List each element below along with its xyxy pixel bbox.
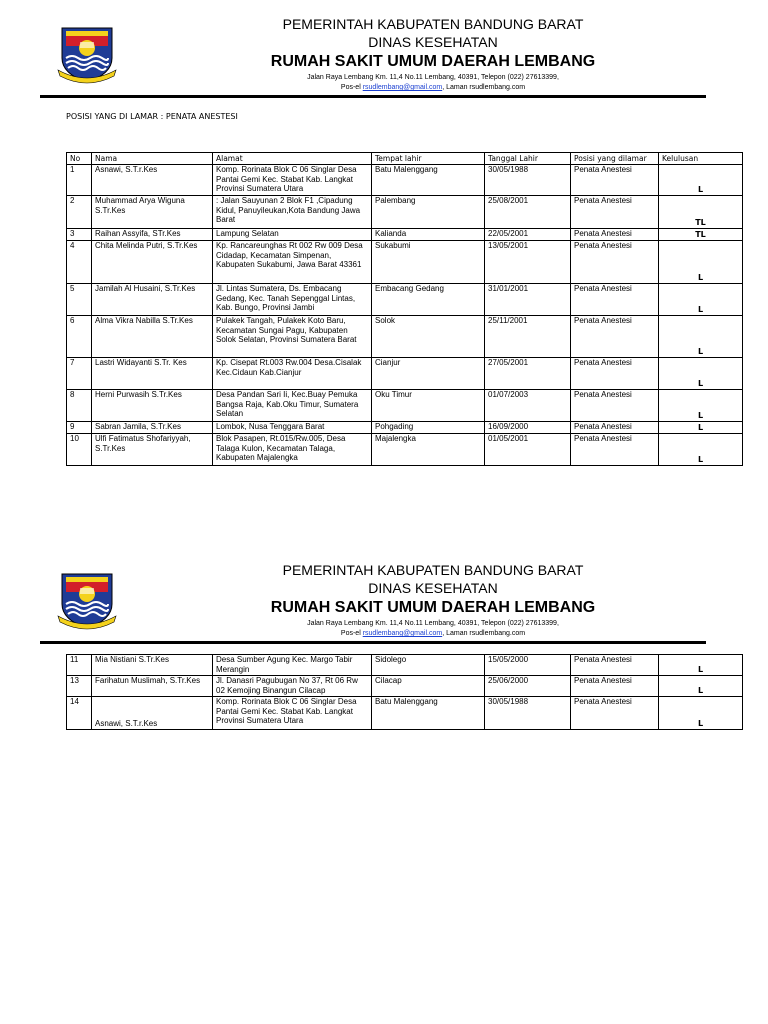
cell-position: Penata Anestesi: [571, 229, 659, 241]
cell-name: Raihan Assyifa, STr.Kes: [92, 229, 213, 241]
cell-birthplace: Batu Malenggang: [372, 165, 485, 196]
table-row: [67, 655, 743, 676]
cell-address: Kp. Cisepat Rt.003 Rw.004 Desa.Cisalak Kec.Cidaun Kab.Cianjur: [213, 358, 372, 390]
cell-result: TL: [659, 196, 743, 229]
cell-birthdate: 16/09/2000: [485, 422, 571, 434]
cell-position: Penata Anestesi: [571, 165, 659, 196]
table-row: [67, 390, 743, 422]
hospital-address: Jalan Raya Lembang Km. 11,4 No.11 Lembang, 40391, Telepon (022) 27613399,: [307, 74, 559, 81]
table-row: [67, 284, 743, 316]
header-birthdate: Tanggal Lahir: [485, 153, 571, 165]
cell-no: 13: [67, 676, 92, 697]
cell-position: Penata Anestesi: [571, 196, 659, 229]
cell-no: 5: [67, 284, 92, 316]
cell-name: Jamilah Al Husaini, S.Tr.Kes: [92, 284, 213, 316]
cell-birthdate: 15/05/2000: [485, 655, 571, 676]
letterhead: [40, 10, 706, 102]
website-text: , Laman rsudlembang.com: [442, 84, 526, 91]
cell-no: 14: [67, 697, 92, 730]
cell-birthdate: 01/05/2001: [485, 434, 571, 466]
cell-result: L: [659, 390, 743, 422]
cell-address: Jl. Danasri Pagubugan No 37, Rt 06 Rw 02 Kemojing Binangun Cilacap: [213, 676, 372, 697]
cell-result: L: [659, 422, 743, 434]
cell-position: Penata Anestesi: [571, 316, 659, 358]
department-name: DINAS KESEHATAN: [368, 580, 498, 596]
cell-name: Mia Nistiani S.Tr.Kes: [92, 655, 213, 676]
cell-position: Penata Anestesi: [571, 241, 659, 284]
cell-name: Farihatun Muslimah, S.Tr.Kes: [92, 676, 213, 697]
header-name: Nama: [92, 153, 213, 165]
table-row: [67, 241, 743, 284]
header-address: Alamat: [213, 153, 372, 165]
cell-birthdate: 30/05/1988: [485, 697, 571, 730]
cell-position: Penata Anestesi: [571, 697, 659, 730]
cell-result: L: [659, 676, 743, 697]
cell-position: Penata Anestesi: [571, 284, 659, 316]
cell-birthplace: Solok: [372, 316, 485, 358]
cell-no: 11: [67, 655, 92, 676]
cell-position: Penata Anestesi: [571, 676, 659, 697]
hospital-contact: [190, 83, 676, 93]
cell-result: TL: [659, 229, 743, 241]
cell-no: 3: [67, 229, 92, 241]
cell-birthdate: 25/08/2001: [485, 196, 571, 229]
letterhead-rule: [40, 641, 706, 644]
cell-address: Komp. Rorinata Blok C 06 Singlar Desa Pantai Gemi Kec. Stabat Kab. Langkat Provinsi Sumatera Utara: [213, 165, 372, 196]
cell-no: 2: [67, 196, 92, 229]
cell-address: Lombok, Nusa Tenggara Barat: [213, 422, 372, 434]
applicant-table-continued: [66, 654, 743, 730]
cell-result: L: [659, 655, 743, 676]
government-name: PEMERINTAH KABUPATEN BANDUNG BARAT: [282, 562, 584, 578]
cell-result: L: [659, 165, 743, 196]
cell-birthplace: Batu Malenggang: [372, 697, 485, 730]
website-text: , Laman rsudlembang.com: [442, 630, 526, 637]
cell-name: Lastri Widayanti S.Tr. Kes: [92, 358, 213, 390]
cell-no: 8: [67, 390, 92, 422]
cell-result: L: [659, 358, 743, 390]
cell-name: Asnawi, S.T.r.Kes: [92, 165, 213, 196]
table-row: [67, 697, 743, 730]
header-no: No: [67, 153, 92, 165]
applicant-table: [66, 152, 743, 466]
cell-birthplace: Kalianda: [372, 229, 485, 241]
cell-no: 9: [67, 422, 92, 434]
cell-birthplace: Pohgading: [372, 422, 485, 434]
cell-birthdate: 27/05/2001: [485, 358, 571, 390]
cell-name: Asnawi, S.T.r.Kes: [92, 697, 213, 730]
table-row: [67, 165, 743, 196]
regency-crest-icon: [56, 570, 118, 632]
table-row: [67, 676, 743, 697]
cell-birthdate: 30/05/1988: [485, 165, 571, 196]
header-result: Kelulusan: [659, 153, 743, 165]
cell-address: Komp. Rorinata Blok C 06 Singlar Desa Pantai Gemi Kec. Stabat Kab. Langkat Provinsi Sumatera Utara: [213, 697, 372, 730]
email-link[interactable]: rsudlembang@gmail.com: [362, 84, 443, 91]
cell-position: Penata Anestesi: [571, 390, 659, 422]
cell-birthplace: Sidolego: [372, 655, 485, 676]
cell-address: Blok Pasapen, Rt.015/Rw.005, Desa Talaga Kulon, Kecamatan Talaga, Kabupaten Majalengka: [213, 434, 372, 466]
letterhead: [40, 556, 706, 648]
cell-address: Desa Sumber Agung Kec. Margo Tabir Merangin: [213, 655, 372, 676]
email-prefix: Pos-el: [340, 84, 361, 91]
table-row: [67, 358, 743, 390]
cell-birthdate: 25/11/2001: [485, 316, 571, 358]
cell-result: L: [659, 697, 743, 730]
cell-no: 6: [67, 316, 92, 358]
cell-birthdate: 31/01/2001: [485, 284, 571, 316]
hospital-name: RUMAH SAKIT UMUM DAERAH LEMBANG: [270, 53, 596, 70]
cell-birthplace: Oku Timur: [372, 390, 485, 422]
cell-name: Muhammad Arya Wiguna S.Tr.Kes: [92, 196, 213, 229]
table-header-row: [67, 153, 743, 165]
table-row: [67, 229, 743, 241]
table-row: [67, 316, 743, 358]
cell-address: Desa Pandan Sari Ii, Kec.Buay Pemuka Bangsa Raja, Kab.Oku Timur, Sumatera Selatan: [213, 390, 372, 422]
cell-result: L: [659, 241, 743, 284]
cell-birthdate: 22/05/2001: [485, 229, 571, 241]
cell-position: Penata Anestesi: [571, 422, 659, 434]
table-row: [67, 422, 743, 434]
email-link[interactable]: rsudlembang@gmail.com: [362, 630, 443, 637]
cell-position: Penata Anestesi: [571, 434, 659, 466]
cell-address: Lampung Selatan: [213, 229, 372, 241]
header-position: Posisi yang dilamar: [571, 153, 659, 165]
cell-birthplace: Sukabumi: [372, 241, 485, 284]
position-value: PENATA ANESTESI: [165, 112, 238, 121]
cell-result: L: [659, 284, 743, 316]
cell-position: Penata Anestesi: [571, 358, 659, 390]
hospital-contact: [190, 629, 676, 639]
cell-address: Pulakek Tangah, Pulakek Koto Baru, Kecamatan Sungai Pagu, Kabupaten Solok Selatan, Provinsi Sumatera Barat: [213, 316, 372, 358]
cell-birthdate: 25/06/2000: [485, 676, 571, 697]
cell-no: 10: [67, 434, 92, 466]
hospital-address: Jalan Raya Lembang Km. 11,4 No.11 Lembang, 40391, Telepon (022) 27613399,: [307, 620, 559, 627]
cell-birthdate: 01/07/2003: [485, 390, 571, 422]
cell-address: Jl. Lintas Sumatera, Ds. Embacang Gedang, Kec. Tanah Sepenggal Lintas, Kab. Bungo, Provinsi Jambi: [213, 284, 372, 316]
cell-no: 7: [67, 358, 92, 390]
cell-name: Ulfi Fatimatus Shofariyyah, S.Tr.Kes: [92, 434, 213, 466]
position-applied: [66, 111, 238, 122]
cell-name: Alma Vikra Nabilla S.Tr.Kes: [92, 316, 213, 358]
cell-name: Chita Melinda Putri, S.Tr.Kes: [92, 241, 213, 284]
cell-birthdate: 13/05/2001: [485, 241, 571, 284]
cell-result: L: [659, 434, 743, 466]
government-name: PEMERINTAH KABUPATEN BANDUNG BARAT: [282, 16, 584, 32]
cell-no: 4: [67, 241, 92, 284]
cell-position: Penata Anestesi: [571, 655, 659, 676]
regency-crest-icon: [56, 24, 118, 86]
position-label: POSISI YANG DI LAMAR :: [66, 112, 166, 121]
table-row: [67, 434, 743, 466]
cell-result: L: [659, 316, 743, 358]
letterhead-rule: [40, 95, 706, 98]
header-birthplace: Tempat lahir: [372, 153, 485, 165]
cell-name: Herni Purwasih S.Tr.Kes: [92, 390, 213, 422]
cell-name: Sabran Jamila, S.Tr.Kes: [92, 422, 213, 434]
cell-address: : Jalan Sauyunan 2 Blok F1 ,Cipadung Kidul, Panuyileukan,Kota Bandung Jawa Barat: [213, 196, 372, 229]
hospital-name: RUMAH SAKIT UMUM DAERAH LEMBANG: [270, 599, 596, 616]
cell-birthplace: Palembang: [372, 196, 485, 229]
table-row: [67, 196, 743, 229]
cell-no: 1: [67, 165, 92, 196]
cell-birthplace: Cianjur: [372, 358, 485, 390]
cell-birthplace: Majalengka: [372, 434, 485, 466]
email-prefix: Pos-el: [340, 630, 361, 637]
cell-birthplace: Cilacap: [372, 676, 485, 697]
cell-birthplace: Embacang Gedang: [372, 284, 485, 316]
cell-address: Kp. Rancareunghas Rt 002 Rw 009 Desa Cidadap, Kecamatan Simpenan, Kabupaten Sukabumi, Jawa Barat 43361: [213, 241, 372, 284]
department-name: DINAS KESEHATAN: [368, 34, 498, 50]
